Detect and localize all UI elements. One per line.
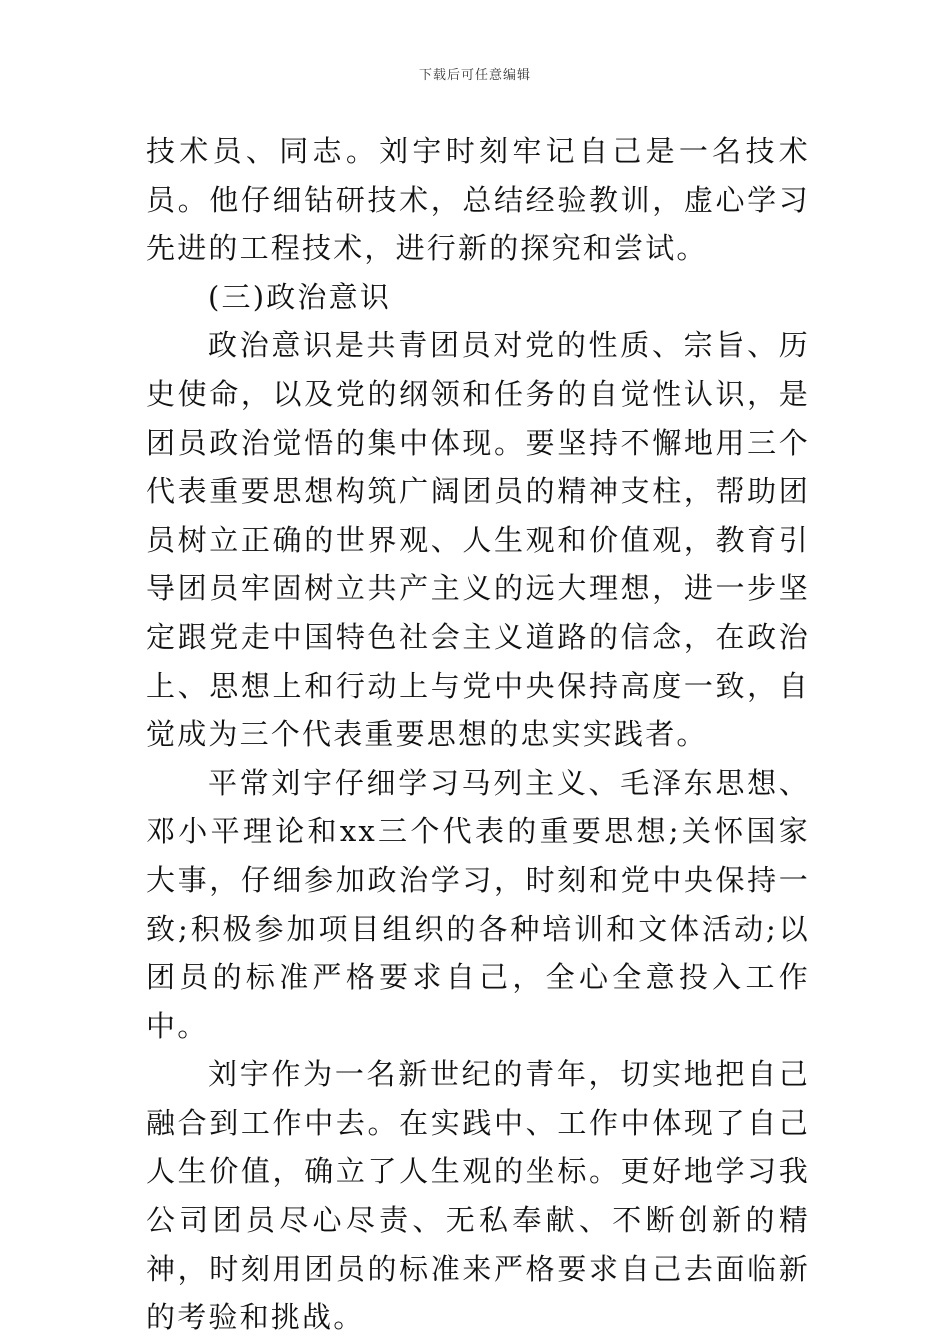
paragraph-political-awareness: 政治意识是共青团员对党的性质、宗旨、历史使命，以及党的纲领和任务的自觉性认识，是团员政治觉悟的集中体现。要坚持不懈地用三个代表重要思想构筑广阔团员的精神支柱，帮助团员树立正确的世界观、人生观和价值观，教育引导团员牢固树立共产主义的远大理想，进一步坚定跟党走中国特色社会主义道路的信念，在政治上、思想上和行动上与党中央保持高度一致，自觉成为三个代表重要思想的忠实实践者。 (146, 328, 810, 752)
page-header: 下载后可任意编辑 (418, 68, 531, 83)
paragraph-new-century-youth: 刘宇作为一名新世纪的青年，切实地把自己融合到工作中去。在实践中、工作中体现了自己人生价值，确立了人生观的坐标。更好地学习我公司团员尽心尽责、无私奉献、不断创新的精神，时刻用团员的标准来严格要求自己去面临新的考验和挑战。 (146, 1057, 810, 1335)
paragraph-daily-study: 平常刘宇仔细学习马列主义、毛泽东思想、邓小平理论和xx三个代表的重要思想;关怀国家大事，仔细参加政治学习，时刻和党中央保持一致;积极参加项目组织的各种培训和文体活动;以团员的标准严格要求自己，全心全意投入工作中。 (146, 765, 810, 1043)
document-body (146, 127, 810, 1342)
section-heading: (三)政治意识 (208, 279, 392, 314)
paragraph-continuation: 技术员、同志。刘宇时刻牢记自己是一名技术员。他仔细钻研技术，总结经验教训，虚心学习先进的工程技术，进行新的探究和尝试。 (146, 134, 810, 266)
